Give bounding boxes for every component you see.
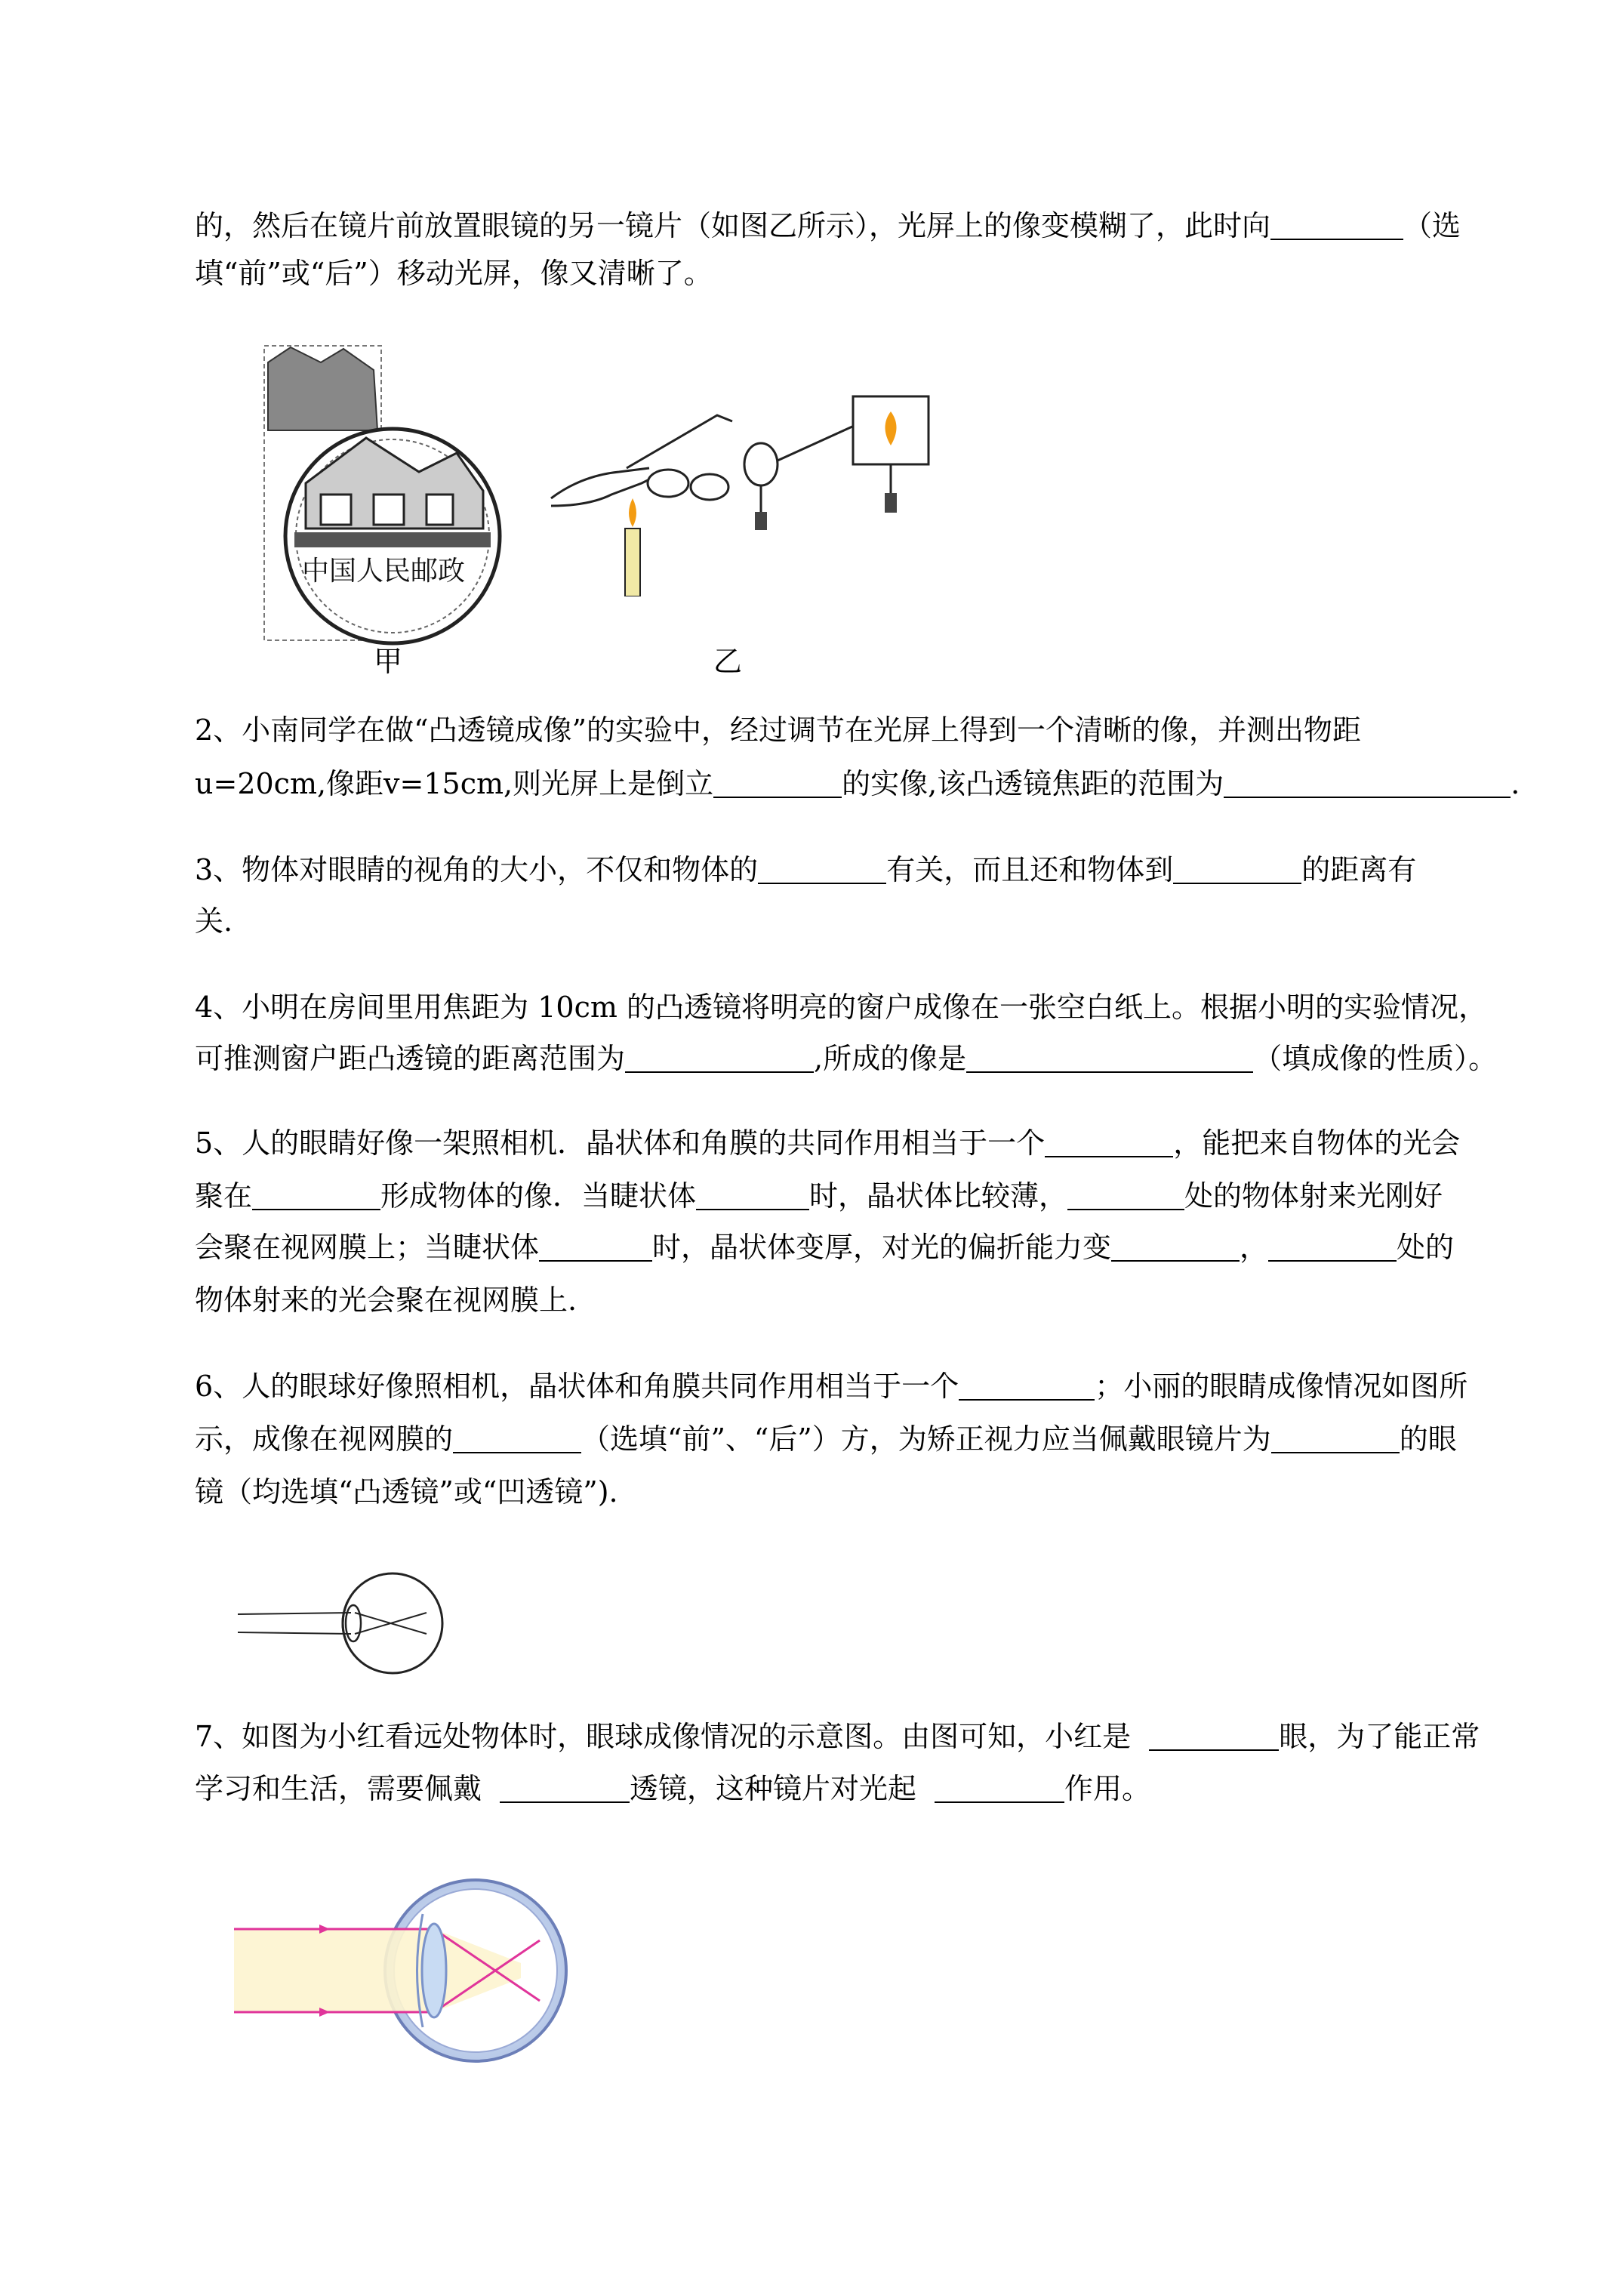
q2-blank-2[interactable] bbox=[1224, 768, 1511, 798]
q1-blank[interactable] bbox=[1270, 210, 1403, 240]
q5-line-2: 聚在 形成物体的像．当睫状体 时，晶状体比较薄， 处的物体射来光刚好 bbox=[195, 1179, 1443, 1213]
q3-blank-1[interactable] bbox=[758, 854, 886, 884]
eye-diagram-color bbox=[230, 1872, 577, 2069]
q5-blank-5[interactable] bbox=[539, 1231, 652, 1262]
q6-line-1: 6、人的眼球好像照相机，晶状体和角膜共同作用相当于一个 ；小丽的眼睛成像情况如图所 bbox=[195, 1370, 1468, 1403]
q2-line-2: u=20cm,像距v=15cm,则光屏上是倒立 的实像,该凸透镜焦距的范围为 . bbox=[195, 767, 1520, 800]
q6-line-2: 示，成像在视网膜的 （选填“前”、“后”）方，为矫正视力应当佩戴眼镜片为 的眼 bbox=[195, 1422, 1457, 1456]
q4-blank-2[interactable] bbox=[966, 1043, 1253, 1073]
q5-blank-6[interactable] bbox=[1111, 1231, 1240, 1262]
q4-line-2: 可推测窗户距凸透镜的距离范围为 ,所成的像是 （填成像的性质）。 bbox=[195, 1042, 1498, 1075]
optics-experiment-figure bbox=[544, 393, 936, 596]
q5-line-3: 会聚在视网膜上；当睫状体 时，晶状体变厚，对光的偏折能力变 ， 处的 bbox=[195, 1231, 1455, 1264]
figure-b-caption: 乙 bbox=[713, 645, 743, 678]
q5-blank-2[interactable] bbox=[252, 1180, 380, 1210]
q5-blank-1[interactable] bbox=[1045, 1127, 1173, 1157]
q6-line-3: 镜（均选填“凸透镜”或“凹透镜”). bbox=[195, 1475, 618, 1509]
q4-line-1: 4、小明在房间里用焦距为 10cm 的凸透镜将明亮的窗户成像在一张空白纸上。根据小明的实验情况， bbox=[195, 991, 1488, 1024]
q5-blank-3[interactable] bbox=[696, 1180, 809, 1210]
q6-blank-3[interactable] bbox=[1271, 1423, 1400, 1453]
q3-line-1: 3、物体对眼睛的视角的大小，不仅和物体的 有关，而且还和物体到 的距离有 bbox=[195, 853, 1417, 886]
q1-line-1: 的，然后在镜片前放置眼镜的另一镜片（如图乙所示），光屏上的像变模糊了，此时向 （选 bbox=[195, 209, 1461, 242]
q7-blank-2[interactable] bbox=[500, 1773, 630, 1803]
q7-blank-3[interactable] bbox=[935, 1773, 1064, 1803]
figure-a-caption: 甲 bbox=[374, 645, 403, 678]
q2-line-1: 2、小南同学在做“凸透镜成像”的实验中，经过调节在光屏上得到一个清晰的像，并测出物距 bbox=[195, 713, 1362, 747]
stamp-text: 中国人民邮政 bbox=[302, 556, 466, 587]
q5-blank-7[interactable] bbox=[1268, 1231, 1397, 1262]
q6-blank-2[interactable] bbox=[453, 1423, 581, 1453]
q1-line-2: 填“前”或“后”）移动光屏，像又清晰了。 bbox=[195, 257, 713, 290]
eye-diagram-sketch bbox=[234, 1563, 460, 1684]
q3-line-2: 关. bbox=[195, 905, 233, 938]
q7-line-2: 学习和生活，需要佩戴 透镜，这种镜片对光起 作用。 bbox=[195, 1772, 1151, 1805]
q7-blank-1[interactable] bbox=[1149, 1721, 1279, 1751]
q3-blank-2[interactable] bbox=[1173, 854, 1301, 884]
q6-blank-1[interactable] bbox=[959, 1370, 1095, 1401]
q2-blank-1[interactable] bbox=[713, 768, 842, 798]
q5-line-1: 5、人的眼睛好像一架照相机．晶状体和角膜的共同作用相当于一个 ，能把来自物体的光会 bbox=[195, 1126, 1461, 1160]
q7-line-1: 7、如图为小红看远处物体时，眼球成像情况的示意图。由图可知，小红是 眼，为了能正常 bbox=[195, 1720, 1480, 1753]
q4-blank-1[interactable] bbox=[625, 1043, 814, 1073]
stamp-magnifier-figure bbox=[223, 340, 510, 657]
q5-line-4: 物体射来的光会聚在视网膜上. bbox=[195, 1284, 577, 1317]
q5-blank-4[interactable] bbox=[1067, 1180, 1184, 1210]
